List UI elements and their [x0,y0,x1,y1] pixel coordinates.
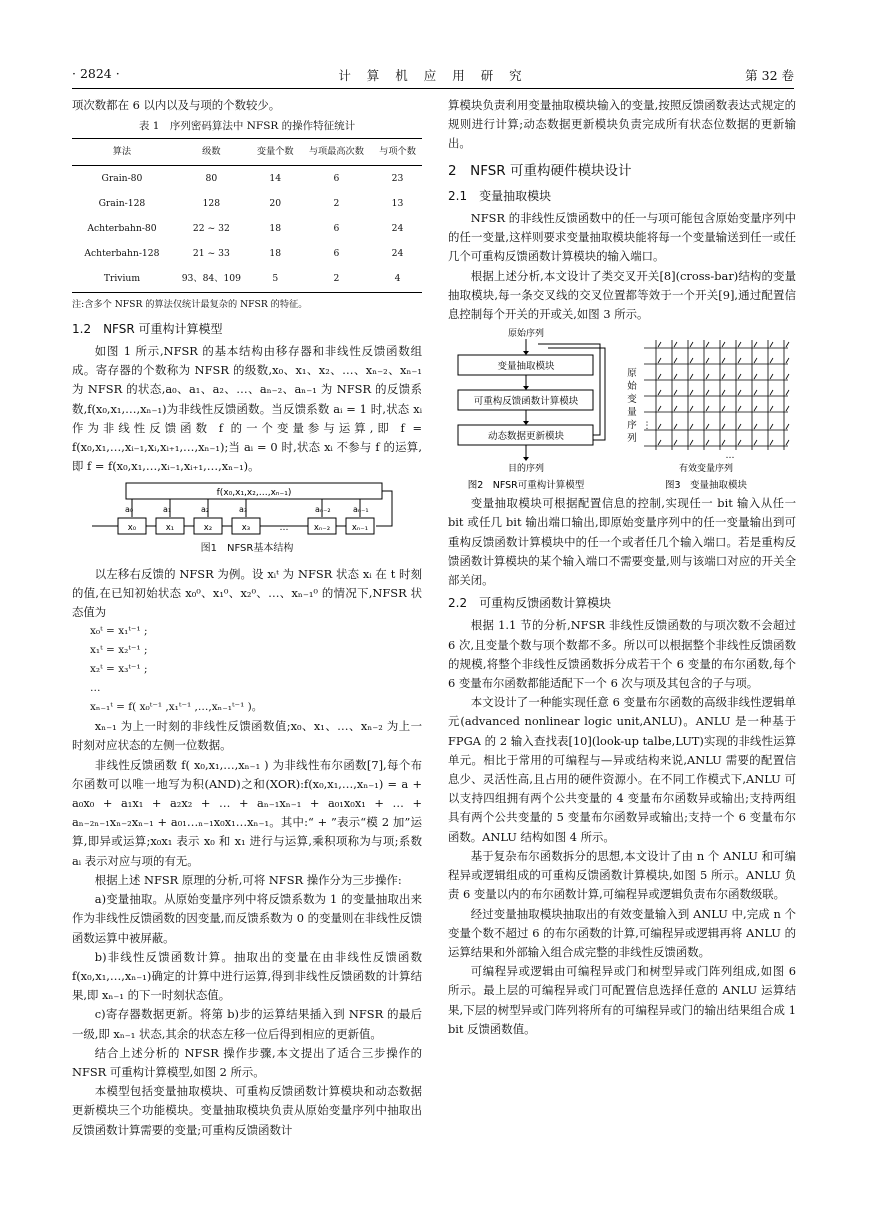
table-cell: 128 [202,197,221,209]
table-cell: 24 [391,248,404,260]
figure-1-caption: 图1 NFSR基本结构 [200,543,294,555]
crossbar-switch [786,406,789,411]
table-cell: Grain-128 [98,197,146,209]
crossbar-switch [722,374,725,379]
paragraph: c)寄存器数据更新。将第 b)步的运算结果插入到 NFSR 的最后一级,即 xₙ₋₁ 状态,其余的状态左移一位后得到相应的更新值。 [72,1007,422,1041]
crossbar-switch [754,342,757,347]
fig2-box-compute-label: 可重构反馈函数计算模块 [473,396,579,408]
journal-name: 计 算 机 应 用 研 究 [338,68,528,83]
equation-line: xₙ₋₁ᵗ = f( x₀ᵗ⁻¹ ,x₁ᵗ⁻¹ ,…,xₙ₋₁ᵗ⁻¹ )。 [90,701,263,714]
register-label: xₙ₋₂ [313,523,331,534]
table-header-cell: 变量个数 [256,146,294,158]
coef-label: a₃ [239,505,248,515]
table-header-cell: 与项个数 [379,146,416,158]
crossbar-switch [690,424,693,429]
table-header-cell: 级数 [202,146,221,158]
table-1 [72,138,422,292]
table-cell: 6 [333,223,340,235]
table-cell: Grain-80 [101,172,143,184]
crossbar-switch [690,390,693,395]
crossbar-switch [770,358,773,363]
crossbar-switch [738,406,741,411]
table-cell: 13 [391,197,404,209]
crossbar-switch [674,390,677,395]
crossbar-switch [786,424,789,429]
paragraph: 基于复杂布尔函数拆分的思想,本文设计了由 n 个 ANLU 和可编程异或逻辑组成的可重构反馈函数计算模块,如图 5 所示。ANLU 负责 6 变量以内的布尔函数计算,可编程异或逻辑负责布尔函数级联。 [448,848,796,902]
fig2-box-update-label: 动态数据更新模块 [487,431,565,443]
table-row [72,266,422,292]
fig3-side-char: 原 [627,368,637,380]
section-heading: 2 NFSR 可重构硬件模块设计 [448,162,632,179]
ellipsis: … [279,523,289,534]
coef-label: a₂ [201,505,210,515]
fig3-hdots: … [725,451,735,462]
paragraph: a)变量抽取。从原始变量序列中将反馈系数为 1 的变量抽取出来作为非线性反馈函数的因变量,而反馈系数为 0 的变量则在非线性反馈函数运算中被屏蔽。 [72,892,422,945]
page-header [72,66,794,88]
crossbar-switch [658,440,661,445]
figures-2-3-drawing [448,326,796,494]
crossbar-switch [658,342,661,347]
paragraph: 本模型包括变量抽取模块、可重构反馈函数计算模块和动态数据更新模块三个功能模块。变量抽取模块负责从原始变量序列中抽取出反馈函数计算需要的变量;可重构反馈函数计 [72,1084,422,1137]
fig2-box-extract-label: 变量抽取模块 [497,361,555,373]
fig3-side-char: 列 [627,433,637,445]
header-rule [72,88,794,89]
crossbar-switch [786,374,789,379]
coef-label: a₀ [125,505,134,515]
paragraph: 根据 1.1 节的分析,NFSR 非线性反馈函数的与项次数不会超过 6 次,且变量个数与项个数都不多。所以可以根据整个非线性反馈函数的规模,将整个非线性反馈函数拆分成若干个 6 变量的布尔函数,每个 6 变量布尔函数都能适配下一个 6 次与项及其包含的子与项。 [448,618,796,691]
fig2-arrowhead [523,386,529,390]
crossbar-switch [658,424,661,429]
table-cell: 80 [205,172,218,184]
fig3-bottom-label: 有效变量序列 [678,464,734,475]
crossbar-switch [722,406,725,411]
crossbar-switch [690,342,693,347]
table-cell: Achterbahn-128 [84,248,160,260]
table-cell: 2 [333,273,340,285]
crossbar-switch [658,374,661,379]
crossbar-switch [690,440,693,445]
section-heading: 1.2 NFSR 可重构计算模型 [72,321,223,336]
crossbar-switch [674,440,677,445]
paragraph: b)非线性反馈函数计算。抽取出的变量在由非线性反馈函数 f(x₀,x₁,…,xₙ₋₁)确定的计算中进行运算,得到非线性反馈函数的计算结果,即 xₙ₋₁ 的下一时刻状态值。 [72,949,422,1003]
crossbar-switch [754,424,757,429]
figures-2-3 [448,326,796,494]
fig3-side-char: 变 [627,394,637,406]
crossbar-switch [786,440,789,445]
crossbar-switch [738,390,741,395]
left-column [72,96,422,1140]
crossbar-switch [658,358,661,363]
table-cell: 93、84、109 [181,273,241,285]
fig3-side-char: 始 [627,381,637,393]
equation-line: … [90,682,101,695]
equation-line: x₁ᵗ = x₂ᵗ⁻¹ ; [90,644,148,657]
paragraph: 算模块负责利用变量抽取模块输入的变量,按照反馈函数表达式规定的规则进行计算;动态数据更新模块负责完成所有状态位数据的更新输出。 [448,98,796,151]
crossbar-switch [770,440,773,445]
right-column [448,96,796,1039]
paragraph: 项次数都在 6 以内以及与项的个数较少。 [72,98,281,112]
crossbar-switch [770,406,773,411]
table-cell: 21 ~ 33 [192,248,230,260]
table-header-cell: 算法 [112,146,132,158]
table-cell: 14 [269,172,282,184]
fig2-arrowhead [523,421,529,425]
table-cell: 23 [391,172,404,184]
crossbar-switch [754,440,757,445]
fig3-side-char: 序 [627,420,637,432]
table-row [72,165,422,191]
fig2-arrowhead [523,351,529,355]
paragraph: 以左移右反馈的 NFSR 为例。设 xᵢᵗ 为 NFSR 状态 xᵢ 在 t 时刻的值,在已知初始状态 x₀⁰、x₁⁰、x₂⁰、…、xₙ₋₁⁰ 的情况下,NFSR 状态值为 [72,566,422,620]
paragraph: 可编程异或逻辑由可编程异或门和树型异或门阵列组成,如图 6 所示。最上层的可编程异或门可配置信息选择任意的 ANLU 运算结果,下层的树型异或门阵列将所有的可编程异或门的输出结果组合成 1 bit 反馈函数值。 [448,964,796,1036]
fig2-arrowhead [523,457,529,461]
paragraph: xₙ₋₁ 为上一时刻的非线性反馈函数值;x₀、x₁、…、xₙ₋₂ 为上一时刻对应状态的左侧一位数据。 [72,719,422,753]
volume-number: 第 32 卷 [745,68,794,83]
equation-line: x₀ᵗ = x₁ᵗ⁻¹ ; [90,625,148,638]
table-row [72,216,422,241]
crossbar-switch [690,358,693,363]
table-cell: 24 [391,223,404,235]
crossbar-switch [738,440,741,445]
table-cell: 20 [269,197,282,209]
crossbar-switch [722,342,725,347]
paragraph: 变量抽取模块可根据配置信息的控制,实现任一 bit 输入从任一 bit 或任几 bit 输出端口输出,即原始变量序列中的任一变量输出到可重构反馈函数计算模块中的任一个或者任几个输入端口。若是重构反馈函数计算模块的某个输入端口不需要变量,则与该端口对应的开关全部关闭。 [448,496,796,588]
crossbar-switch [674,374,677,379]
crossbar-switch [738,342,741,347]
table-cell: Achterbahn-80 [87,223,157,235]
table-cell: Trivium [103,273,141,285]
crossbar-switch [738,424,741,429]
crossbar-switch [706,342,709,347]
paragraph: 如图 1 所示,NFSR 的基本结构由移存器和非线性反馈函数组成。寄存器的个数称为 NFSR 的级数,x₀、x₁、x₂、…、xₙ₋₂、xₙ₋₁ 为 NFSR 的状态,a₀、a₁、a₂、…、aₙ₋₂、aₙ₋₁ 为 NFSR 的反馈系数,f(x₀,x₁,…,xₙ₋₁)为非线性反馈函数。当反馈系数 aᵢ = 1 时,状态 xᵢ 作为非线性反馈函数 f 的一个变量参与运算,即 f = f(x₀,x₁,…,xᵢ₋₁,xᵢ,xᵢ₊₁,…,xₙ₋₁);当 aᵢ = 0 时,状态 xᵢ 不参与 f 的运算,即 f = f(x₀,x₁,…,xᵢ₋₁,xᵢ₊₁,…,xₙ₋₁)。 [72,344,422,474]
fig3-side-char: 量 [627,407,637,419]
paragraph: 根据上述 NFSR 原理的分析,可将 NFSR 操作分为三步操作: [94,872,402,887]
crossbar-switch [706,406,709,411]
table-cell: 5 [272,273,279,285]
crossbar-switch [674,406,677,411]
paragraph: 经过变量抽取模块抽取出的有效变量输入到 ANLU 中,完成 n 个变量个数不超过 6 的布尔函数的计算,可编程异或逻辑再将 ANLU 的运算结果和外部输入组合成完整的非线性反馈函数。 [448,906,796,959]
paragraph: 根据上述分析,本文设计了类交叉开关[8](cross-bar)结构的变量抽取模块,每一条交叉线的交叉位置都等效于一个开关[9],通过配置信息控制每个开关的开或关,如图 3 所示。 [448,268,796,322]
coef-label: aₙ₋₁ [353,505,369,515]
page-number: · 2824 · [72,66,120,81]
section-heading: 2.2 可重构反馈函数计算模块 [448,596,612,611]
register-label: x₂ [203,523,213,534]
feedback-function-label: f(x₀,x₁,x₂,…,xₙ₋₁) [216,488,292,499]
crossbar-switch [770,424,773,429]
fig2-bottom-label: 目的序列 [507,464,545,475]
table-cell: 4 [394,273,401,285]
crossbar-switch [706,424,709,429]
fig3-caption: 图3 变量抽取模块 [664,480,748,492]
table-cell: 6 [333,172,340,184]
crossbar-switch [738,358,741,363]
crossbar-switch [722,440,725,445]
table-cell: 22 ~ 32 [192,223,230,235]
section-heading: 2.1 变量抽取模块 [448,188,552,203]
crossbar-switch [722,424,725,429]
nfsr-structure-diagram [72,480,422,538]
register-label: x₃ [241,523,251,534]
crossbar-switch [658,390,661,395]
crossbar-switch [738,374,741,379]
crossbar-switch [706,390,709,395]
table-row [72,191,422,216]
crossbar-switch [754,390,757,395]
crossbar-switch [786,342,789,347]
equation-line: x₂ᵗ = x₃ᵗ⁻¹ ; [90,663,148,676]
crossbar-switch [770,342,773,347]
crossbar-switch [770,374,773,379]
table-cell: 2 [333,197,340,209]
crossbar-switch [674,424,677,429]
table-caption: 表 1 序列密码算法中 NFSR 的操作特征统计 [138,120,356,133]
table-header-cell: 与项最高次数 [308,146,364,158]
table-note: 注:含多个 NFSR 的算法仅统计最复杂的 NFSR 的特征。 [72,298,308,310]
crossbar-switch [754,374,757,379]
crossbar-grid [644,340,789,450]
paragraph: 结合上述分析的 NFSR 操作步骤,本文提出了适合三步操作的 NFSR 可重构计算模型,如图 2 所示。 [72,1045,422,1079]
crossbar-switch [770,390,773,395]
state-equations [72,622,422,717]
table-cell: 18 [269,248,282,260]
crossbar-switch [754,358,757,363]
table-cell: 18 [269,223,282,235]
fig2-caption: 图2 NFSR可重构计算模型 [467,480,585,492]
crossbar-switch [754,406,757,411]
figure-1 [72,480,422,538]
paragraph: 本文设计了一种能实现任意 6 变量布尔函数的高级非线性逻辑单元(advanced nonlinear logic unit,ANLU)。ANLU 是一种基于 FPGA 的 2 输入查找表[10](look-up talbe,LUT)实现的非线性运算单元。相比于常用的可编程与—异或结构来说,ANLU 需要的配置信息少、灵活性高,且占用的硬件资源小。在不同工作模式下,ANLU 可以支持四组拥有两个公共变量的 4 变量布尔函数异或输出;支持两组具有两个公共变量的 5 变量布尔函数异或输出;支持一个 6 变量布尔函数。ANLU 结构如图 4 所示。 [448,695,796,844]
crossbar-switch [722,390,725,395]
paragraph: 非线性反馈函数 f( x₀,x₁,…,xₙ₋₁ ) 为非线性布尔函数[7],每个布尔函数可以唯一地写为积(AND)之和(XOR):f(x₀,x₁,…,xₙ₋₁) = a + a₀x₀ + a₁x₁ + a₂x₂ + … + aₙ₋₁xₙ₋₁ + a₀₁x₀x₁ + … + aₙ₋₂ₙ₋₁xₙ₋₂xₙ₋₁ + a₀₁…ₙ₋₁x₀x₁…xₙ₋₁。其中:“ + ”表示“模 2 加”运算,即异或运算;x₀x₁ 表示 x₀ 和 x₁ 进行与运算,乘积项称为与项;系数 aᵢ 表示对应与项的有无。 [72,757,422,868]
crossbar-switch [658,406,661,411]
crossbar-switch [722,358,725,363]
fig2-top-label: 原始序列 [507,329,545,340]
crossbar-switch [706,374,709,379]
paragraph: NFSR 的非线性反馈函数中的任一与项可能包含原始变量序列中的任一变量,这样则要求变量抽取模块能将每一个变量输送到任一或任几个可重构反馈函数计算模块的输入端口。 [448,211,796,264]
crossbar-switch [786,390,789,395]
register-label: x₁ [165,523,175,534]
coef-label: aₙ₋₂ [315,505,331,515]
crossbar-switch [674,358,677,363]
crossbar-switch [674,342,677,347]
fig3-vdots: ⋮ [642,421,652,432]
table-cell: 6 [333,248,340,260]
crossbar-switch [706,440,709,445]
register-label: xₙ₋₁ [351,523,369,534]
crossbar-switch [690,406,693,411]
crossbar-switch [706,358,709,363]
register-label: x₀ [127,523,137,534]
crossbar-switch [690,374,693,379]
table-row [72,241,422,266]
coef-label: a₁ [163,505,172,515]
crossbar-switch [786,358,789,363]
